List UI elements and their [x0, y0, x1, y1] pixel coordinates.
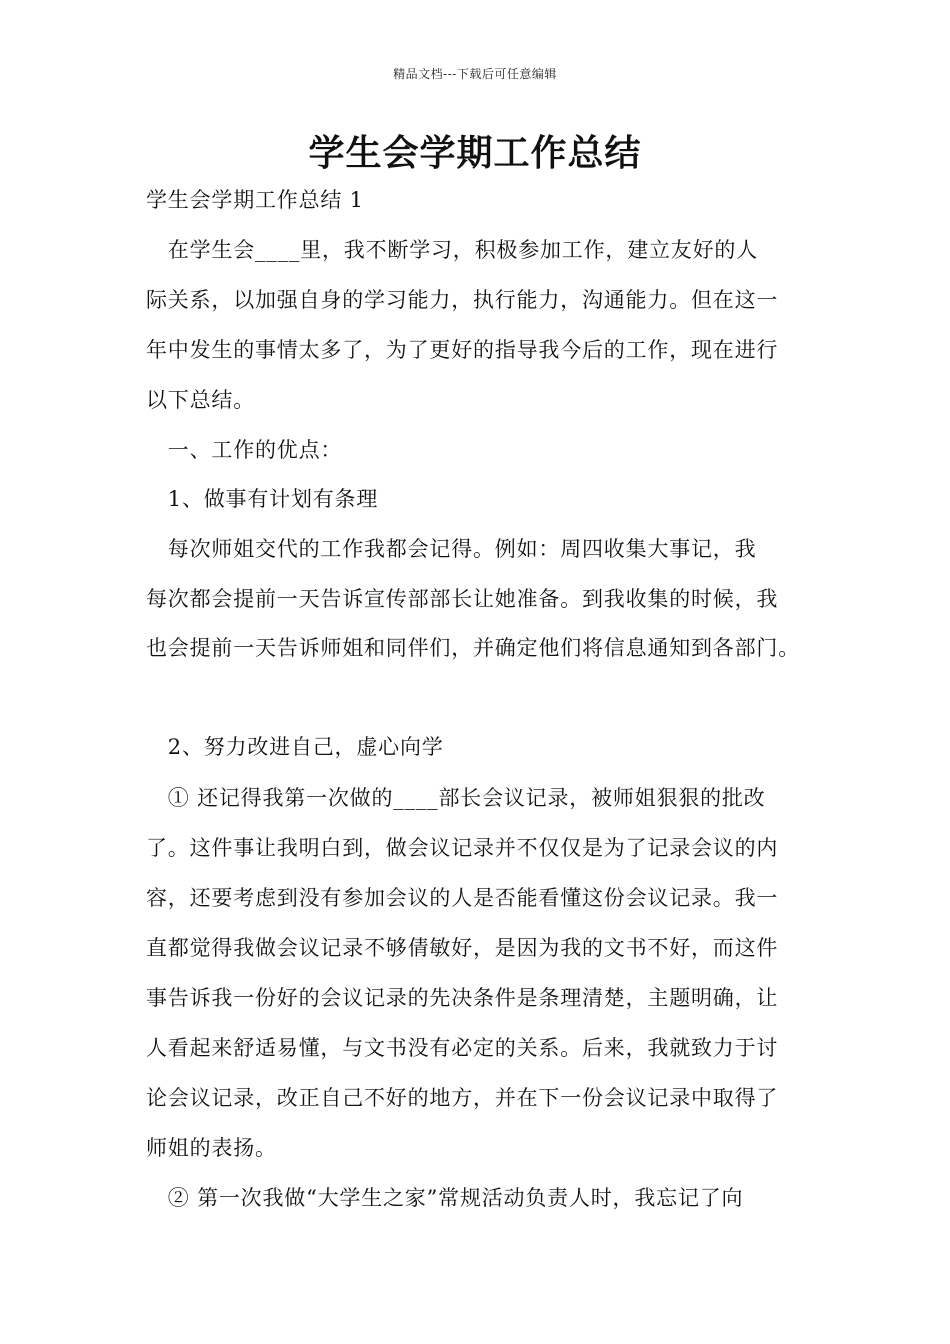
point-2-item-1-line-8: 师姐的表扬。 [146, 1136, 277, 1160]
point-2-item-2-line-1: ② 第一次我做“大学生之家”常规活动负责人时，我忘记了向 [146, 1186, 744, 1210]
page-title: 学生会学期工作总结 [308, 132, 642, 174]
point-1-heading: 1、做事有计划有条理 [146, 487, 379, 511]
point-1-body-line-3: 也会提前一天告诉师姐和同伴们，并确定他们将信息通知到各部门。 [146, 636, 800, 660]
header-note: 精品文档---下载后可任意编辑 [393, 67, 557, 81]
point-1-body-line-2: 每次都会提前一天告诉宣传部部长让她准备。到我收集的时候，我 [146, 587, 779, 611]
point-2-item-1-line-3: 容，还要考虑到没有参加会议的人是否能看懂这份会议记录。我一 [146, 886, 779, 910]
point-2-item-1-line-2: 了。这件事让我明白到，做会议记录并不仅仅是为了记录会议的内 [146, 836, 779, 860]
point-2-heading: 2、努力改进自己，虚心向学 [146, 735, 444, 759]
section-heading: 一、工作的优点： [146, 438, 343, 462]
intro-line-1: 在学生会____里，我不断学习，积极参加工作，建立友好的人 [146, 238, 758, 262]
point-2-item-1-line-7: 论会议记录，改正自己不好的地方，并在下一份会议记录中取得了 [146, 1086, 779, 1110]
intro-line-4: 以下总结。 [146, 388, 255, 412]
intro-line-3: 年中发生的事情太多了，为了更好的指导我今后的工作，现在进行 [146, 338, 779, 362]
point-2-item-1-line-6: 人看起来舒适易懂，与文书没有必定的关系。后来，我就致力于讨 [146, 1036, 779, 1060]
point-2-item-1-line-4: 直都觉得我做会议记录不够倩敏好，是因为我的文书不好，而这件 [146, 936, 779, 960]
document-subtitle: 学生会学期工作总结 1 [146, 188, 364, 212]
point-2-item-1-line-1: ① 还记得我第一次做的____部长会议记录，被师姐狠狠的批改 [146, 786, 766, 810]
intro-line-2: 际关系，以加强自身的学习能力，执行能力，沟通能力。但在这一 [146, 288, 779, 312]
point-1-body-line-1: 每次师姐交代的工作我都会记得。例如：周四收集大事记，我 [146, 537, 757, 561]
point-2-item-1-line-5: 事告诉我一份好的会议记录的先决条件是条理清楚，主题明确，让 [146, 986, 779, 1010]
